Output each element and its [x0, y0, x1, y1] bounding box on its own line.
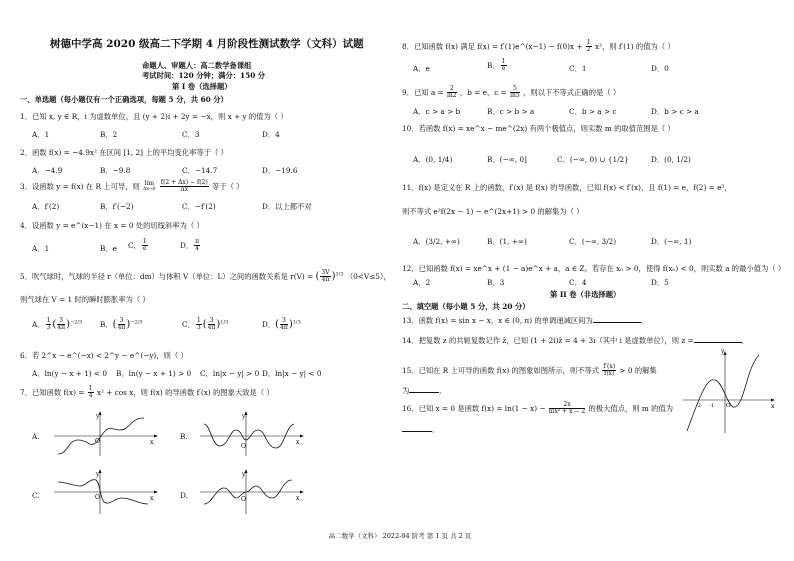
q5-option-b[interactable]: B．( $\frac{3}{4\pi}$ )$^{-2/3}$ — [100, 317, 143, 332]
q4-c-frac — [142, 239, 148, 253]
q5-option-d[interactable]: D．( $\frac{3}{4\pi}$ )$^{1/3}$ — [262, 317, 301, 332]
q5-exp: 1/3 — [335, 271, 344, 278]
q12-stem: 12．已知函数 f(x) = xe^x + (1 − a)e^x + a，a ∈ Z，若存在 x₀ > 0，使得 f(x₀) < 0，则实数 a 的最小值为（ ） — [402, 264, 786, 273]
q5-d-den: 4π — [280, 324, 288, 332]
page-footer: 高二数学（文科） 2022-04 阶考 第 1 页 共 2 页 — [328, 532, 472, 540]
q5-b-exp: −2/3 — [130, 319, 143, 326]
q2-stem: 2．函数 f(x) = −4.9x² 在区间 [1, 2] 上的平均变化率等于（ ） — [20, 148, 228, 157]
q5-c-den: 4π — [207, 324, 216, 332]
exam-title: 树德中学高 2020 级高二下学期 4 月阶段性测试数学（文科）试题 — [50, 38, 364, 50]
q16-num: 2x — [549, 402, 585, 409]
q5-a-coef — [46, 318, 52, 332]
q9-a-frac — [447, 86, 457, 100]
q4-d-label: D． — [180, 240, 194, 250]
q5-a-frac — [57, 318, 65, 332]
q8-b-num: 1 — [501, 58, 506, 65]
q7-d-x-label: x — [296, 495, 300, 502]
q7-d-origin: O — [241, 496, 246, 503]
q8-den: 2 — [586, 46, 591, 54]
q3-lim: lim — [144, 180, 155, 188]
q3-num: f(2 + Δx) − f(2) — [160, 179, 208, 186]
q7-stem-pre: 7．已知函数 f(x) = — [20, 387, 85, 397]
q3-lim-sub: Δx→0 — [143, 186, 156, 192]
q8-stem-post: x²，则 f′(1) 的值为（ ） — [594, 41, 675, 51]
section2-heading: 二、填空题（每小题 5 分，共 20 分） — [402, 302, 530, 311]
q5-a-num: 3 — [59, 317, 64, 324]
q7-b-origin: O — [241, 443, 246, 450]
q11-option-a[interactable]: A．(3/2, +∞) — [413, 237, 460, 246]
q3-den: Δx — [180, 186, 189, 194]
q5-b-num: 3 — [119, 317, 124, 324]
q4-d-num: π — [195, 238, 200, 245]
q5-c-num: 3 — [209, 317, 214, 324]
q7-a-y-label: y — [96, 413, 100, 420]
q15-origin: O — [726, 403, 731, 409]
q5-c-coef-num: 1 — [196, 317, 201, 324]
q8-b-frac — [501, 59, 507, 73]
q1-option-c[interactable]: C．3 — [182, 130, 200, 139]
q7-graph-b[interactable] — [196, 410, 306, 460]
q7-den: 4 — [88, 392, 93, 400]
q14-row: 14．把复数 z 的共轭复数记作 z̄，已知 (1 + 2i)z̄ = 4 + 3i（其中 i 是虚数单位），则 z = ． — [402, 336, 749, 345]
q4-c-label: C． — [128, 240, 141, 250]
section1-heading: 一、单选题（每小题仅有一个正确选项，每题 5 分，共 60 分） — [20, 95, 228, 104]
q3-option-c[interactable]: C．−f′(2) — [182, 202, 216, 211]
author-line: 命题人、审题人：高二数学备课组 — [142, 61, 252, 70]
q11-option-c[interactable]: C．(−∞, 3/2) — [569, 237, 617, 246]
q16-stem — [402, 402, 673, 416]
q4-stem: 4．设函数 y = e^(x−1) 在 x = 0 处的切线斜率为（ ） — [20, 221, 204, 230]
q7-option-a[interactable]: A. — [32, 432, 40, 441]
q11-option-b[interactable]: B．(1, +∞) — [487, 237, 527, 246]
q8-b-den: e — [501, 65, 506, 73]
q2-option-b[interactable]: B．−9.8 — [100, 166, 131, 175]
q5-a-coef-den: 3 — [46, 324, 51, 332]
q15-frac — [602, 364, 616, 378]
q1-option-d[interactable]: D．4 — [262, 130, 280, 139]
q12-option-c[interactable]: C．4 — [569, 278, 587, 287]
q16-frac — [549, 402, 585, 416]
q5-stem-pre: 5．吹气球时，气球的半径 r（单位：dm）与体积 V（单位：L）之间的函数关系是 r(V) = — [20, 271, 314, 281]
q15-line2: 为 — [402, 386, 410, 395]
q12-option-a[interactable]: A．2 — [413, 278, 431, 287]
q3-option-b[interactable]: B．f′(−2) — [100, 202, 134, 211]
q4-option-a[interactable]: A．1 — [32, 244, 50, 253]
q15-label-neg2: -2 — [696, 403, 701, 409]
q10-option-d[interactable]: D．(0, 1/2) — [651, 155, 691, 164]
q8-num: 1 — [586, 39, 591, 46]
q7-graph-d[interactable] — [196, 468, 306, 518]
q5-c-label: C． — [182, 319, 195, 329]
q10-option-b[interactable]: B．(−∞, 0] — [487, 155, 527, 164]
q5-option-c[interactable]: C． $\frac{1}{3}$ ( $\frac{3}{4\pi}$ )$^{1/3}$ — [182, 317, 229, 332]
q1-option-a[interactable]: A．1 — [32, 130, 50, 139]
q6-option-b[interactable]: B．ln(y − x + 1) > 0 — [116, 369, 192, 378]
q10-stem: 10．若函数 f(x) = xe^x − me^(2x) 有两个极值点，则实数 m 的取值范围是（ ） — [402, 124, 675, 133]
q4-option-d[interactable] — [180, 239, 201, 253]
q5-d-label: D． — [262, 319, 276, 329]
q3-stem-post: 等于（ ） — [212, 181, 244, 191]
q4-d-frac — [194, 239, 200, 253]
q7-option-b[interactable]: B. — [180, 432, 188, 441]
q16-den: mx² + x − 2 — [548, 408, 586, 416]
q6-stem: 6．若 2^x − e^(−x) < 2^y − e^(−y)，则（ ） — [20, 351, 188, 360]
q1-stem: 1．已知 x, y ∈ R，i 为虚数单位，且 (y + 2)i + 2y = −x，则 x + y 的值为（ ） — [20, 112, 288, 121]
q5-c-coef-den: 3 — [196, 324, 201, 332]
q8-option-a[interactable]: A．e — [413, 64, 430, 73]
q9-option-c[interactable]: C．b > a > c — [569, 107, 617, 116]
q3-stem-pre: 3．设函数 y = f(x) 在 R 上可导，则 — [20, 181, 140, 191]
q7-graph-a[interactable] — [50, 410, 160, 460]
q15-label-neg1: -1 — [709, 403, 714, 409]
q4-c-num: 1 — [142, 238, 147, 245]
q2-option-a[interactable]: A．−4.9 — [32, 166, 63, 175]
q16-stem-post: 的极大值点，则 m 的值为 — [588, 403, 674, 413]
q6-option-d[interactable]: D．ln|x − y| < 0 — [262, 369, 322, 378]
q9-c-num: 5 — [510, 86, 520, 93]
time-line: 考试时间：120 分钟；满分：150 分 — [142, 71, 266, 80]
q3-limit — [143, 181, 155, 192]
q13-row: 13．函数 f(x) = sin x − x，x ∈ (0, π) 的单调递减区间为 ． — [402, 316, 649, 325]
q7-graph-c[interactable] — [50, 468, 160, 518]
q5-stem-post: （0<V≤5）， — [345, 271, 391, 281]
q8-option-b[interactable] — [487, 59, 508, 73]
q8-stem — [402, 40, 675, 54]
q7-c-y-label: y — [96, 471, 100, 478]
q5-d-num: 3 — [282, 317, 286, 324]
q5-b-label: B． — [100, 319, 113, 329]
q12-option-d[interactable]: D．5 — [651, 278, 669, 287]
q15-figure — [679, 345, 779, 437]
q7-num: 1 — [88, 385, 93, 392]
q2-option-c[interactable]: C．−14.7 — [182, 166, 218, 175]
q7-option-c[interactable]: C. — [32, 491, 40, 500]
q8-frac — [586, 40, 592, 54]
q9-s1: 9．已知 a = — [402, 87, 444, 97]
q5-root-frac — [320, 270, 330, 284]
q7-d-y-label: y — [242, 471, 246, 478]
q7-a-origin: O — [95, 438, 100, 445]
q1-option-b[interactable]: B．2 — [100, 130, 118, 139]
q12-option-b[interactable]: B．3 — [487, 278, 505, 287]
q5-root-num: 3V — [321, 269, 330, 276]
q3-stem — [20, 180, 244, 194]
q7-b-y-label: y — [242, 413, 246, 420]
q11-line2: 则不等式 e²f(2x − 1) − e^(2x+1) > 0 的解集为（ ） — [402, 207, 584, 216]
q8-stem-pre: 8．已知函数 f(x) 满足 f(x) = f′(1)e^(x−1) − f(0)x + — [402, 41, 583, 51]
q2-option-d[interactable]: D．−19.6 — [262, 166, 298, 175]
q6-option-a[interactable]: A．ln(y − x + 1) < 0 — [32, 369, 108, 378]
q5-b-den: 4π — [117, 324, 126, 332]
q10-option-a[interactable]: A．(0, 1/4) — [413, 155, 453, 164]
q13-stem: 13．函数 f(x) = sin x − x，x ∈ (0, π) 的单调递减区间为 — [402, 316, 593, 325]
q8-option-c[interactable]: C．1 — [569, 64, 587, 73]
q6-option-c[interactable]: C．ln|x − y| > 0 — [200, 369, 260, 378]
q9-a-num: 2 — [447, 86, 457, 93]
q5-root-den: 4π — [321, 276, 330, 284]
q15-y-label: y — [721, 348, 725, 355]
q14-stem: 14．把复数 z 的共轭复数记作 z̄，已知 (1 + 2i)z̄ = 4 + 3i（其中 i 是虚数单位），则 z = — [402, 336, 694, 345]
q5-c-coef — [196, 318, 202, 332]
q7-c-x-label: x — [150, 495, 154, 502]
q5-line2: 则气球在 V = 1 时的瞬时膨胀率为（ ） — [20, 295, 150, 304]
q11-option-d[interactable]: D．(−∞, 1) — [651, 237, 692, 246]
q4-d-den: 4 — [195, 245, 200, 253]
part2-heading: 第 II 卷（非选择题） — [550, 290, 621, 299]
q13-answer-blank[interactable] — [593, 315, 641, 323]
q7-frac — [88, 386, 94, 400]
q3-option-a[interactable]: A．f′(2) — [32, 202, 60, 211]
q10-option-c[interactable]: C．(−∞, 0) ∪ {1/2} — [557, 155, 629, 164]
q9-c-frac — [510, 86, 520, 100]
q15-num: f′(x) — [603, 363, 616, 370]
q4-c-den: e — [143, 245, 147, 253]
q16-stem-pre: 16．已知 x = 0 是函数 f(x) = ln(1 − x) − — [402, 403, 546, 413]
q15-stem — [402, 364, 657, 378]
part1-heading: 第 I 卷（选择题） — [172, 82, 232, 91]
q4-option-b[interactable]: B．e — [100, 244, 117, 253]
q5-option-a[interactable]: A． $\frac{1}{3}$ ( $\frac{3}{4\pi}$ )$^{-2/3}$ — [32, 317, 83, 332]
q7-stem-post: x² + cos x，则 f(x) 的导函数 f′(x) 的图象大致是（ ） — [96, 387, 274, 397]
q9-c-den: ln5 — [510, 92, 520, 100]
q16-row2: ． — [402, 424, 439, 435]
q9-s3: ，则以下不等式正确的是（ ） — [523, 87, 621, 97]
q5-a-exp: −2/3 — [69, 319, 83, 326]
q11-stem: 11．f(x) 是定义在 R 上的函数，f′(x) 是 f(x) 的导函数，已知 f(x) < f′(x)，且 f(1) = e，f(2) = e³， — [402, 183, 732, 192]
q3-option-d[interactable]: D．以上都不对 — [262, 202, 312, 211]
q15-stem-post: > 0 的解集 — [619, 365, 657, 375]
q7-c-origin: O — [95, 494, 100, 501]
q5-b-frac — [118, 318, 126, 332]
q5-a-coef-num: 1 — [46, 317, 51, 324]
q15-row2: 为 ． — [402, 386, 447, 395]
q15-x-label: x — [771, 403, 775, 410]
q15-answer-blank[interactable] — [409, 385, 439, 393]
q9-s2: ，b = e，c = — [459, 87, 507, 97]
q8-b-label: B． — [487, 60, 500, 70]
q7-option-d[interactable]: D. — [180, 491, 188, 500]
q3-fraction — [160, 180, 209, 194]
q7-stem — [20, 386, 274, 400]
q15-stem-pre: 15．已知在 R 上可导的函数 f(x) 的图象如图所示，则不等式 — [402, 365, 600, 375]
q4-option-c[interactable] — [128, 239, 149, 253]
q15-den: f(x) — [604, 370, 615, 378]
q9-option-a[interactable]: A．c > a > b — [413, 107, 461, 116]
q7-a-x-label: x — [150, 439, 154, 446]
q14-answer-blank[interactable] — [694, 335, 742, 343]
q8-option-d[interactable]: D．0 — [651, 64, 669, 73]
q5-d-frac — [280, 318, 288, 332]
q5-c-exp: 1/3 — [220, 319, 229, 326]
q9-a-den: ln2 — [446, 92, 457, 100]
q16-answer-blank[interactable] — [402, 424, 432, 432]
q5-c-frac — [208, 318, 216, 332]
q5-stem: 5．吹气球时，气球的半径 r（单位：dm）与体积 V（单位：L）之间的函数关系是 r(V) = ( $\frac{3V}{4\pi}$ )$^{1/3}$ （0<V≤5）， — [20, 269, 391, 284]
q5-d-exp: 1/3 — [292, 319, 301, 326]
q9-option-d[interactable]: D．b > c > a — [651, 107, 699, 116]
q5-a-den: 4π — [57, 324, 66, 332]
q9-option-b[interactable]: B．c > b > a — [487, 107, 535, 116]
q9-stem — [402, 86, 620, 100]
q7-b-x-label: x — [296, 439, 300, 446]
q5-a-label: A． — [32, 319, 45, 329]
